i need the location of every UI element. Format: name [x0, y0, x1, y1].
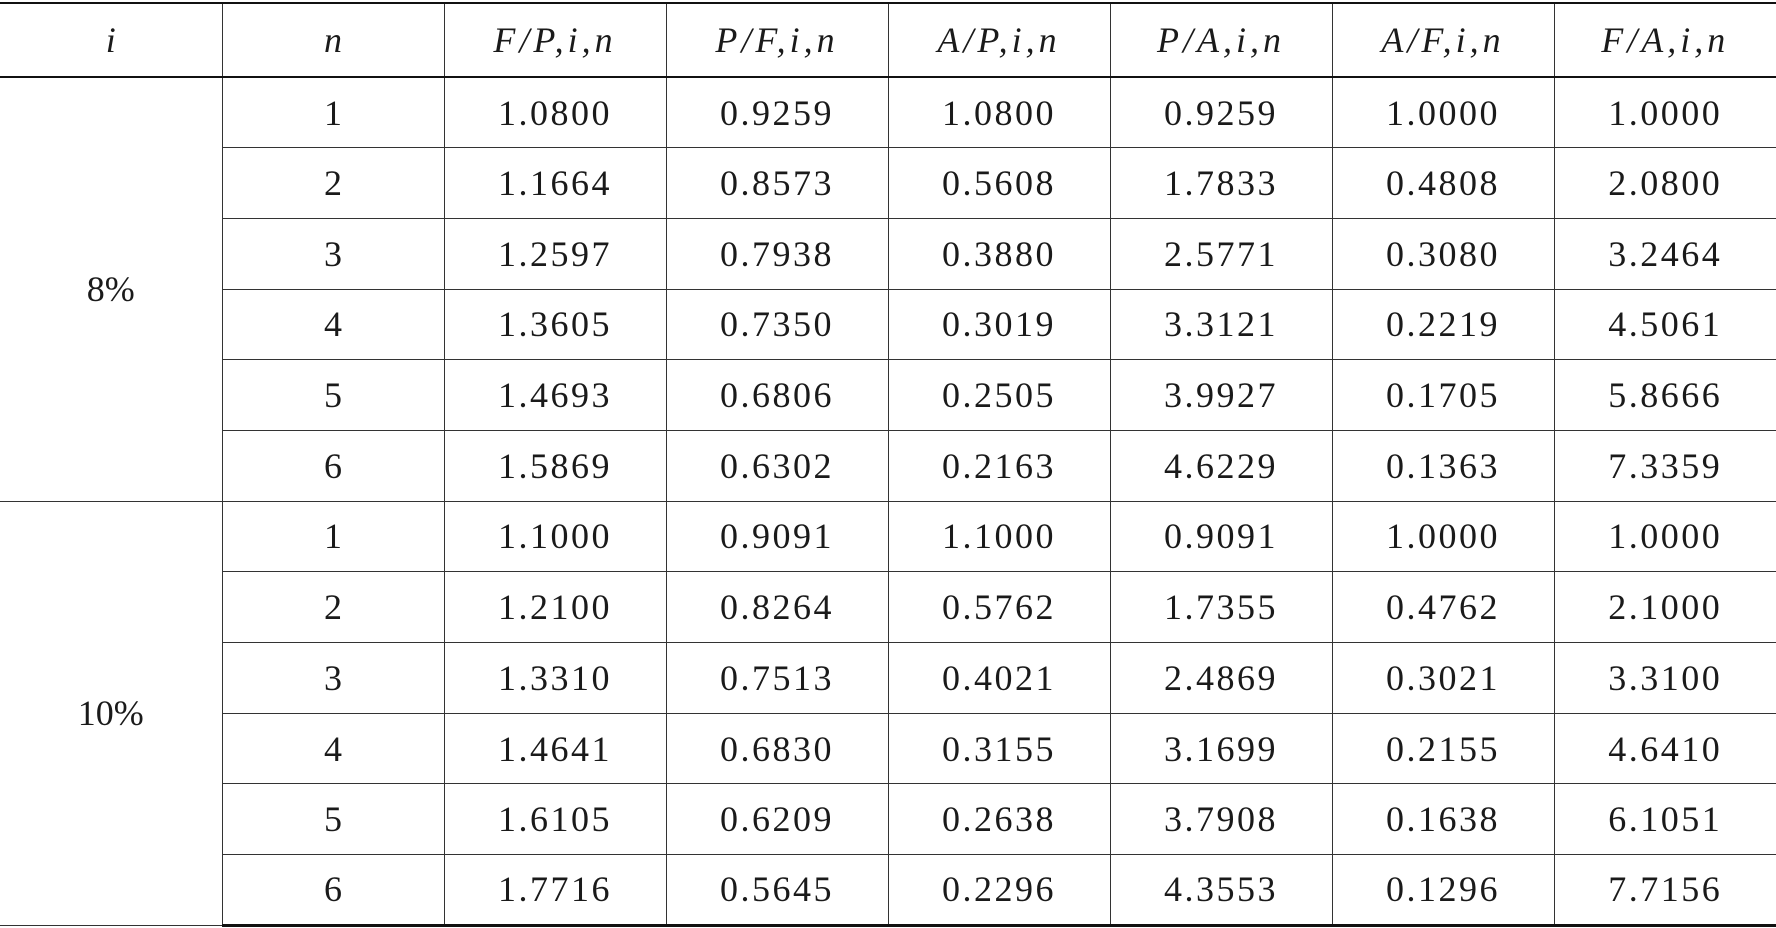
factor-value-cell: 3.1699: [1110, 713, 1332, 784]
period-cell: 6: [222, 430, 444, 501]
factor-value-cell: 0.2296: [888, 855, 1110, 926]
table-header: [0, 3, 1776, 77]
table-row: [0, 501, 1776, 572]
table-row: [0, 855, 1776, 926]
factor-value-cell: 0.9259: [1110, 77, 1332, 148]
factor-value-cell: 0.6302: [666, 430, 888, 501]
factor-value-cell: 3.3100: [1554, 643, 1776, 714]
factor-value-cell: 3.7908: [1110, 784, 1332, 855]
factor-value-cell: 0.3155: [888, 713, 1110, 784]
factor-value-cell: 3.9927: [1110, 360, 1332, 431]
factor-value-cell: 4.6229: [1110, 430, 1332, 501]
factor-value-cell: 2.1000: [1554, 572, 1776, 643]
factor-value-cell: 1.6105: [444, 784, 666, 855]
rate-group-10-percent: [0, 501, 1776, 925]
period-cell: 1: [222, 501, 444, 572]
factor-value-cell: 2.0800: [1554, 148, 1776, 219]
factor-value-cell: 0.3021: [1332, 643, 1554, 714]
factor-value-cell: 0.9091: [1110, 501, 1332, 572]
factor-value-cell: 5.8666: [1554, 360, 1776, 431]
factor-value-cell: 0.8264: [666, 572, 888, 643]
factor-value-cell: 1.0800: [444, 77, 666, 148]
period-cell: 3: [222, 218, 444, 289]
factor-value-cell: 1.1000: [888, 501, 1110, 572]
factor-value-cell: 0.5608: [888, 148, 1110, 219]
factor-value-cell: 1.4641: [444, 713, 666, 784]
factor-value-cell: 7.7156: [1554, 855, 1776, 926]
factor-value-cell: 0.2219: [1332, 289, 1554, 360]
period-cell: 5: [222, 360, 444, 431]
factor-value-cell: 0.2163: [888, 430, 1110, 501]
table-row: [0, 360, 1776, 431]
factor-value-cell: 6.1051: [1554, 784, 1776, 855]
factor-value-cell: 1.1000: [444, 501, 666, 572]
factor-value-cell: 0.1705: [1332, 360, 1554, 431]
factor-value-cell: 1.1664: [444, 148, 666, 219]
table-row: [0, 713, 1776, 784]
factor-value-cell: 1.3605: [444, 289, 666, 360]
factor-value-cell: 0.8573: [666, 148, 888, 219]
period-cell: 6: [222, 855, 444, 926]
factor-value-cell: 1.0000: [1554, 77, 1776, 148]
interest-rate-cell: 8%: [0, 77, 222, 501]
factor-value-cell: 3.3121: [1110, 289, 1332, 360]
factor-value-cell: 0.7513: [666, 643, 888, 714]
factor-value-cell: 1.2597: [444, 218, 666, 289]
factor-value-cell: 1.5869: [444, 430, 666, 501]
factor-value-cell: 0.6209: [666, 784, 888, 855]
interest-factor-table: [0, 2, 1776, 927]
factor-value-cell: 0.5762: [888, 572, 1110, 643]
factor-value-cell: 1.7716: [444, 855, 666, 926]
factor-value-cell: 0.3080: [1332, 218, 1554, 289]
factor-value-cell: 0.2638: [888, 784, 1110, 855]
factor-value-cell: 0.4762: [1332, 572, 1554, 643]
header-cell-n: n: [222, 3, 444, 77]
period-cell: 5: [222, 784, 444, 855]
factor-value-cell: 3.2464: [1554, 218, 1776, 289]
rate-group-8-percent: [0, 77, 1776, 501]
table-row: [0, 218, 1776, 289]
factor-value-cell: 7.3359: [1554, 430, 1776, 501]
table-row: [0, 784, 1776, 855]
factor-value-cell: 1.7355: [1110, 572, 1332, 643]
factor-value-cell: 1.0000: [1332, 501, 1554, 572]
period-cell: 3: [222, 643, 444, 714]
factor-value-cell: 0.7350: [666, 289, 888, 360]
factor-value-cell: 0.3019: [888, 289, 1110, 360]
period-cell: 2: [222, 572, 444, 643]
factor-value-cell: 4.5061: [1554, 289, 1776, 360]
factor-value-cell: 1.2100: [444, 572, 666, 643]
header-cell-a-p: A/P,i,n: [888, 3, 1110, 77]
factor-value-cell: 0.5645: [666, 855, 888, 926]
factor-value-cell: 0.7938: [666, 218, 888, 289]
period-cell: 2: [222, 148, 444, 219]
factor-value-cell: 1.0000: [1332, 77, 1554, 148]
table-row: [0, 289, 1776, 360]
header-cell-p-f: P/F,i,n: [666, 3, 888, 77]
factor-value-cell: 4.6410: [1554, 713, 1776, 784]
factor-value-cell: 0.2505: [888, 360, 1110, 431]
table-row: [0, 77, 1776, 148]
period-cell: 4: [222, 713, 444, 784]
factor-value-cell: 0.4808: [1332, 148, 1554, 219]
header-row: [0, 3, 1776, 77]
factor-value-cell: 0.9091: [666, 501, 888, 572]
factor-value-cell: 0.9259: [666, 77, 888, 148]
header-cell-a-f: A/F,i,n: [1332, 3, 1554, 77]
factor-value-cell: 2.5771: [1110, 218, 1332, 289]
header-cell-f-p: F/P,i,n: [444, 3, 666, 77]
interest-rate-cell: 10%: [0, 501, 222, 925]
factor-value-cell: 0.6830: [666, 713, 888, 784]
factor-value-cell: 1.4693: [444, 360, 666, 431]
table-row: [0, 430, 1776, 501]
header-cell-p-a: P/A,i,n: [1110, 3, 1332, 77]
table-row: [0, 643, 1776, 714]
factor-value-cell: 0.2155: [1332, 713, 1554, 784]
period-cell: 1: [222, 77, 444, 148]
header-cell-i: i: [0, 3, 222, 77]
factor-value-cell: 0.1363: [1332, 430, 1554, 501]
factor-value-cell: 1.7833: [1110, 148, 1332, 219]
table-row: [0, 148, 1776, 219]
factor-value-cell: 0.6806: [666, 360, 888, 431]
factor-value-cell: 2.4869: [1110, 643, 1332, 714]
factor-value-cell: 1.3310: [444, 643, 666, 714]
period-cell: 4: [222, 289, 444, 360]
header-cell-f-a: F/A,i,n: [1554, 3, 1776, 77]
table-row: [0, 572, 1776, 643]
factor-value-cell: 0.1638: [1332, 784, 1554, 855]
factor-value-cell: 4.3553: [1110, 855, 1332, 926]
factor-value-cell: 0.3880: [888, 218, 1110, 289]
factor-value-cell: 0.4021: [888, 643, 1110, 714]
factor-value-cell: 1.0800: [888, 77, 1110, 148]
factor-value-cell: 1.0000: [1554, 501, 1776, 572]
factor-value-cell: 0.1296: [1332, 855, 1554, 926]
